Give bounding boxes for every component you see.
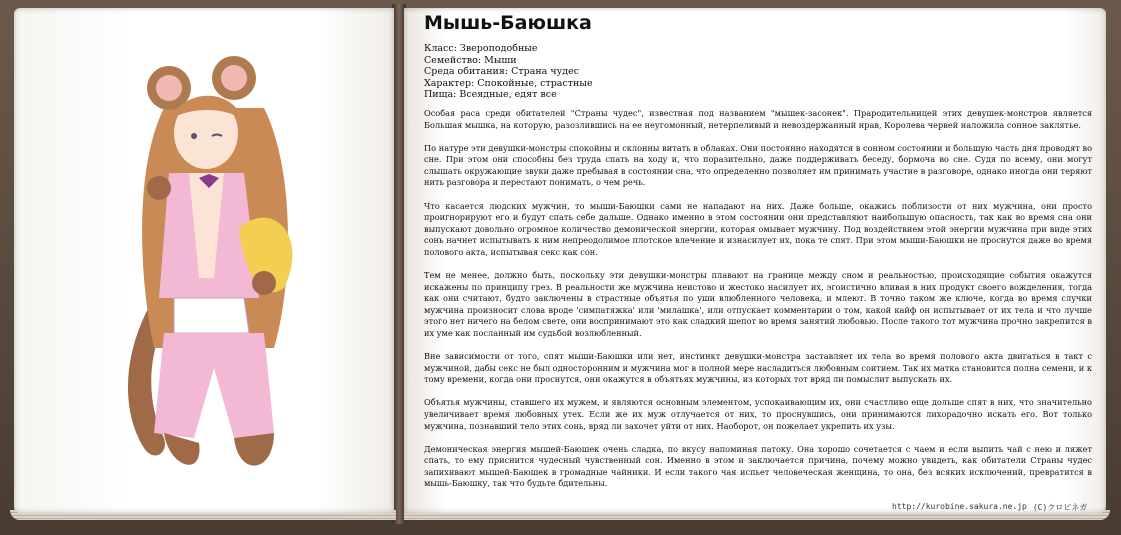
paragraph: Особая раса среди обитателей "Страны чудес", известная под названием "мышек-засонек". Прародительницей этих девушек-монстров является Большая мышка, на которую, разозлившись на ее неугомонный, нетерпеливый и невоздержанный нрав, Королева червей наложила сонное заклятье. — [424, 108, 1092, 130]
paragraph: Что касается людских мужчин, то мыши-Баюшки сами не нападают на них. Даже больше, окажись поблизости от них мужчина, они просто проигнорируют его и будут спать себе дальше. Однако именно в этом состоянии они представляют наибольшую опасность, так как во время сна они выпускают довольно огромное количество демонической энергии, которая омывает мужчину. Под воздействием этой энергии мужчина при виде этих сонь начнет испытывать к ним непреодолимое плотское влечение и изнасилует их, пока те спят. При этом мыши-Баюшки не проснутся даже во время полового акта, испытывая секс как сон. — [424, 200, 1092, 257]
stat-class: Класс: Звероподобные — [424, 43, 538, 54]
shorts-shape — [174, 298, 249, 333]
page-title: Мышь-Баюшка — [424, 12, 592, 34]
paragraph: По натуре эти девушки-монстры спокойны и склонны витать в облаках. Они постоянно находятся в сонном состоянии и большую часть дня проводят во сне. При этом они способны без труда спать на ходу и, что поразительно, даже поддерживать беседу, бормоча во сне. Судя по всему, они могут слышать окружающие звуки даже пребывая в состоянии сна, что определенно позволяет им принимать участие в разговоре, однако иногда они теряют нить разговора и перестают понимать, о чем речь. — [424, 142, 1092, 188]
copyright-text: (C)クロビネガ — [1032, 503, 1088, 512]
left-ear-inner-shape — [156, 75, 182, 101]
left-foot-shape — [164, 433, 199, 465]
right-ear-inner-shape — [221, 65, 247, 91]
stat-habitat: Среда обитания: Страна чудес — [424, 66, 580, 77]
pajama-pants-shape — [154, 333, 274, 438]
site-link[interactable]: http://kurobine.sakura.ne.jp — [892, 502, 1027, 511]
paragraph: Объятья мужчины, ставшего их мужем, и являются основным элементом, успокаивающим их, они счастливо еще дольше спят в них, что значительно увеличивает время любовных утех. Если же их муж отлучается от них, то проснувшись, они принимаются лихорадочно искать его. Вот только мужчина, познавший тело этих сонь, вряд ли захочет уйти от них. Наоборот, он пожелает укрепить их узы. — [424, 397, 1092, 431]
description-body — [424, 108, 1092, 496]
paragraph: Тем не менее, должно быть, поскольку эти девушки-монстры плавают на границе между сном и реальностью, происходящие события окажутся искажены по принципу грез. В реальности же мужчина неистово и жестоко насилует их, эгоистично вливая в них продукт своего вожделения, тогда как они считают, будто заключены в страстные объятья по уши влюбленного человека, и млеют. В точно таком же ключе, когда во время случки мужчина произносит слова вроде 'симпатяжка' или 'милашка', или отпускает комментарии о том, какой кайф он испытывает от их тела и что лучше этого нет ничего на белом свете, они воспринимают это как сладкий шепот во время занятий любовью. После такого тот мужчина прочно закрепится в их уме как посланный им судьбой возлюбленный. — [424, 270, 1092, 338]
eye-shape — [191, 133, 197, 139]
paragraph: Демоническая энергия мышей-Баюшек очень сладка, по вкусу напоминая патоку. Она хорошо сочетается с чаем и если выпить чай с нею и ляжет спать, то ему приснится чудесный чувственный сон. Именно в этом и заключается причина, почему можно увидеть, как обитатели Страны чудес запихивают мышей-Баюшек в громадные чайники. И если такого чая испьет человеческая женщина, то она, без всяких исключений, превратится в мышь-Баюшку, так что будьте бдительны. — [424, 443, 1092, 489]
paragraph: Вне зависимости от того, спят мыши-Баюшки или нет, инстинкт девушки-монстра заставляет их тела во время полового акта двигаться в такт с мужчиной, дабы секс не был односторонним и мужчина мог в полной мере насладиться любовным соитием. Так их матка становится полна семени, и к тому времени, когда они проснутся, они окажутся в объятьях мужчины, из которых тот вряд ли помыслит выпускать их. — [424, 351, 1092, 385]
stats-block — [424, 43, 593, 101]
stat-family: Семейство: Мыши — [424, 54, 517, 66]
stat-character: Характер: Спокойные, страстные — [424, 77, 593, 89]
left-paw-shape — [147, 176, 171, 200]
footer — [892, 502, 1087, 513]
left-page — [14, 8, 394, 513]
stat-food: Пища: Всеядные, едят все — [424, 89, 557, 100]
right-paw-shape — [252, 271, 276, 295]
right-foot-shape — [234, 433, 274, 466]
mouse-girl-illustration — [114, 48, 324, 508]
